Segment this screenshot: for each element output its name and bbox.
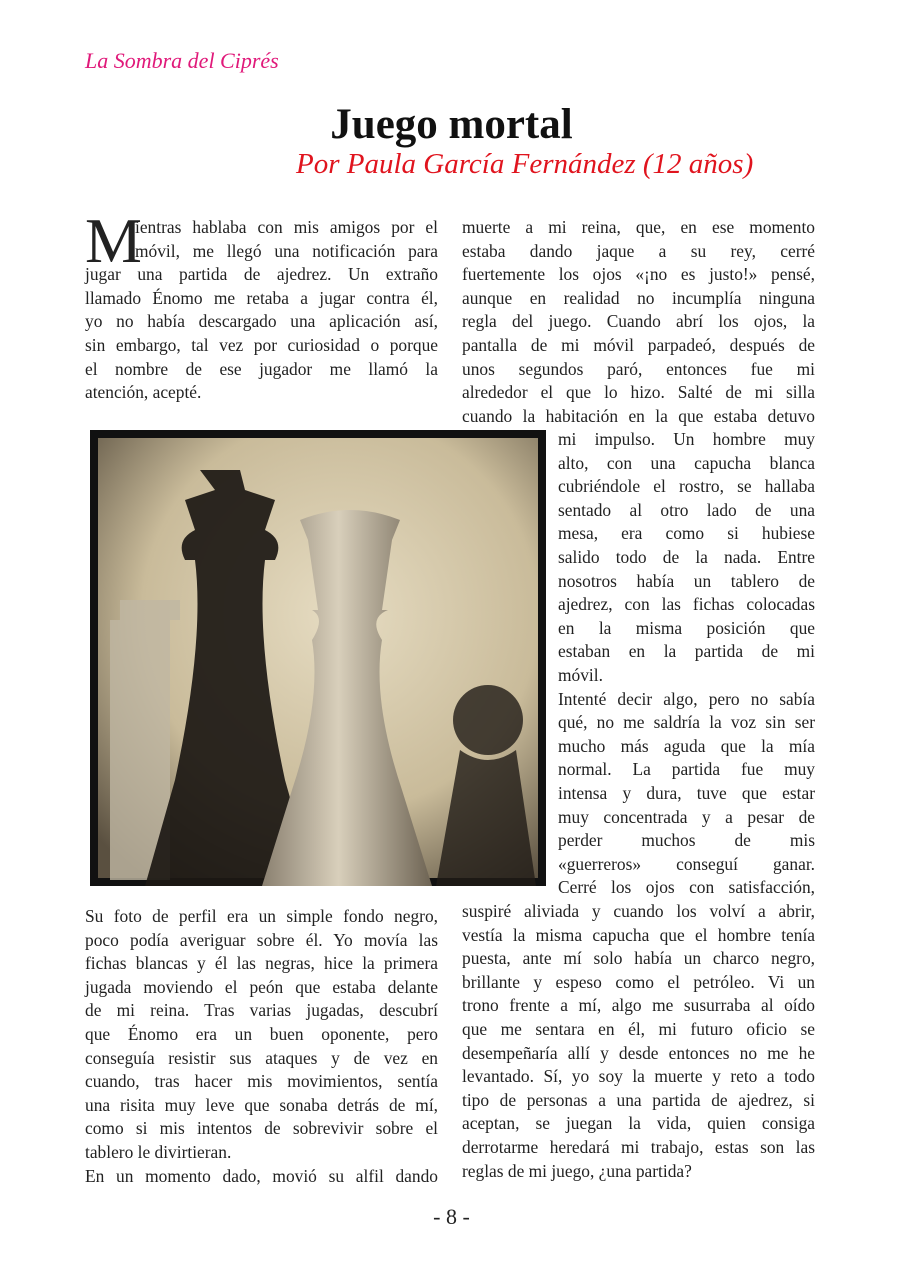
text-line: móvil, me llegó una notificación para (135, 240, 438, 261)
text-line: Cerré los ojos con satisfacción, (558, 877, 815, 898)
text-line: alto, con una capucha blanca (558, 452, 815, 473)
text-line: alrededor el que lo hizo. Salté de mi silla (462, 382, 815, 403)
text-line: ientras hablaba con mis amigos por el (135, 217, 438, 237)
text-line: Intenté decir algo, pero no sabía (558, 688, 815, 709)
text-line: fuertemente los ojos «¡no es justo!» pensé, (462, 264, 815, 285)
text-line: tablero le divirtieran. (85, 1141, 232, 1162)
right-column-top (462, 216, 815, 428)
article-byline: Por Paula García Fernández (12 años) (296, 148, 754, 180)
text-line: trono frente a mí, algo me susurraba al oído (462, 995, 815, 1016)
text-line: mi impulso. Un hombre muy (558, 429, 815, 449)
text-line: atención, acepté. (85, 382, 202, 403)
text-line: En un momento dado, movió su alfil dando (85, 1165, 438, 1186)
text-line: sin embargo, tal vez por curiosidad o porque (85, 334, 438, 355)
text-line: fichas blancas y él las negras, hice la primera (85, 953, 438, 974)
text-line: sentado al otro lado de una (558, 499, 815, 520)
text-line: levantado. Sí, yo soy la muerte y reto a todo (462, 1066, 815, 1087)
text-line: vestía la misma capucha que el hombre tenía (462, 924, 815, 945)
text-line: intensa y dura, tuve que estar (558, 782, 815, 803)
text-line: móvil. (558, 664, 603, 685)
drop-cap: M (85, 205, 142, 276)
text-line: Su foto de perfil era un simple fondo negro, (85, 906, 438, 926)
text-line: normal. La partida fue muy (558, 759, 815, 780)
text-line: yo no había descargado una aplicación así, (85, 311, 438, 332)
text-line: ajedrez, con las fichas colocadas (558, 594, 815, 615)
text-line: derrotarme heredará mi trabajo, estas son las (462, 1136, 815, 1157)
article-title: Juego mortal (330, 101, 573, 148)
text-line: en la misma posición que (558, 617, 815, 638)
text-line: que Énomo era un buen oponente, pero (85, 1023, 438, 1044)
left-column-bottom (85, 905, 438, 1188)
text-line: desempeñaría allí y desde entonces no me he (462, 1042, 815, 1063)
left-column-top (85, 216, 438, 405)
text-line: jugar una partida de ajedrez. Un extraño (85, 264, 438, 285)
text-line: nosotros había un tablero de (558, 570, 815, 591)
chess-pieces-photo (90, 430, 546, 886)
text-line: muerte a mi reina, que, en ese momento (462, 217, 815, 237)
text-line: unos segundos paró, entonces fue mi (462, 358, 815, 379)
text-line: jugada moviendo el peón que estaba delante (85, 976, 438, 997)
text-line: mucho más aguda que la mía (558, 735, 815, 756)
text-line: qué, no me saldría la voz sin ser (558, 712, 815, 733)
text-line: estaban en la partida de mi (558, 641, 815, 662)
text-line: llamado Énomo me retaba a jugar contra él, (85, 287, 438, 308)
text-line: el nombre de ese jugador me llamó la (85, 358, 438, 379)
text-line: puesta, ante mí solo había un charco negro, (462, 948, 815, 969)
text-line: suspiré aliviada y cuando los volví a abrir, (462, 901, 815, 921)
text-line: reglas de mi juego, ¿una partida? (462, 1160, 692, 1181)
text-line: regla del juego. Cuando abrí los ojos, la (462, 311, 815, 332)
text-line: cuando la habitación en la que estaba detuvo (462, 405, 815, 426)
text-line: conseguía resistir sus ataques y de vez en (85, 1047, 438, 1068)
magazine-name: La Sombra del Ciprés (85, 48, 279, 73)
text-line: cuando, tras hacer mis movimientos, sentía (85, 1071, 438, 1092)
text-line: mesa, era como si hubiese (558, 523, 815, 544)
text-line: aunque en realidad no incumplía ninguna (462, 287, 815, 308)
text-line: una risita muy leve que sonaba detrás de mí, (85, 1094, 438, 1115)
text-line: brillante y espeso como el petróleo. Vi un (462, 971, 815, 992)
text-line: tipo de personas a una partida de ajedrez, si (462, 1089, 815, 1110)
text-line: poco podía averiguar sobre él. Yo movía las (85, 929, 438, 950)
text-line: perder muchos de mis (558, 830, 815, 851)
text-line: de mi reina. Tras varias jugadas, descubrí (85, 1000, 438, 1021)
text-line: pantalla de mi móvil parpadeó, después de (462, 334, 815, 355)
text-line: muy concentrada y a pesar de (558, 806, 815, 827)
text-line: salido todo de la nada. Entre (558, 546, 815, 567)
text-line: estaba dando jaque a su rey, cerré (462, 240, 815, 261)
text-line: «guerreros» conseguí ganar. (558, 853, 815, 874)
text-line: aceptan, se juegan la vida, quien consiga (462, 1113, 815, 1134)
right-column-bottom (462, 900, 815, 1183)
text-line: que me sentara en él, mi futuro oficio se (462, 1018, 815, 1039)
right-column-wrap (558, 428, 815, 900)
text-line: cubriéndole el rostro, se hallaba (558, 476, 815, 497)
page-number: - 8 - (433, 1204, 470, 1229)
text-line: como si mis intentos de sobrevivir sobre el (85, 1118, 438, 1139)
